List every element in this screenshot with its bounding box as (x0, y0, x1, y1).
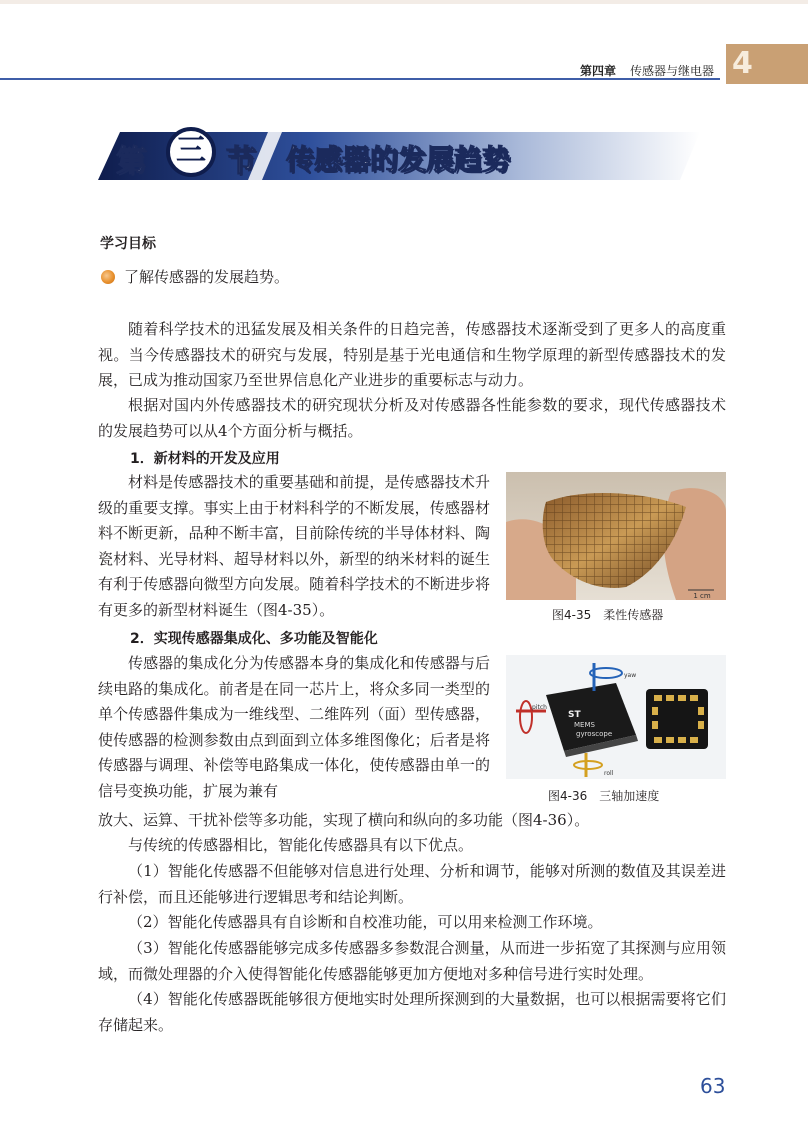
paragraph-4-continued: 放大、运算、干扰补偿等多功能，实现了横向和纵向的多功能（图4-36）。 (98, 811, 590, 829)
paragraph-2: 根据对国内外传感器技术的研究现状分析及对传感器各性能参数的要求，现代传感器技术的发展趋势可以从4个方面分析与概括。 (98, 396, 726, 440)
figure-label: 图4-35 (552, 608, 592, 622)
axis-label-pitch: pitch (532, 704, 547, 711)
chip-text-1: MEMS (574, 721, 595, 729)
paragraph-1: 随着科学技术的迅猛发展及相关条件的日趋完善，传感器技术逐渐受到了更多人的高度重视。当今传感器技术的研究与发展，特别是基于光电通信和生物学原理的新型传感器技术的发展，已成为推动国家乃至世界信息化产业进步的重要标志与动力。 (98, 320, 726, 389)
list-item-1: （1）智能化传感器不但能够对信息进行处理、分析和调节，能够对所测的数值及其误差进行补偿，而且还能够进行逻辑思考和结论判断。 (98, 862, 726, 906)
objective-item: 了解传感器的发展趋势。 (124, 268, 290, 286)
list-item-4: （4）智能化传感器既能够很方便地实时处理所探测到的大量数据，也可以根据需要将它们存储起来。 (98, 990, 726, 1034)
list-item-3: （3）智能化传感器能够完成多传感器多参数混合测量，从而进一步拓宽了其探测与应用领域，而微处理器的介入使得智能化传感器能够更加方便地对多种信号进行实时处理。 (98, 939, 726, 983)
figure-4-35-caption (552, 606, 663, 623)
running-header (580, 62, 714, 79)
chip-logo: ST (568, 710, 581, 720)
flexible-sensor-image (506, 472, 726, 600)
scale-label: 1 cm (693, 592, 711, 600)
list-item-2: （2）智能化传感器具有自诊断和自校准功能，可以用来检测工作环境。 (128, 913, 603, 931)
section-number-badge: 三 (166, 127, 216, 177)
paragraph-5: 与传统的传感器相比，智能化传感器具有以下优点。 (128, 836, 474, 854)
chapter-title: 传感器与继电器 (630, 64, 715, 78)
chapter-label: 第四章 (580, 64, 617, 78)
figure-label: 图4-36 (548, 789, 588, 803)
header-rule (0, 78, 720, 80)
banner-jie: 节 (226, 144, 256, 179)
axis-label-roll: roll (604, 770, 614, 777)
figure-caption-text: 三轴加速度 (599, 789, 660, 803)
figure-caption-text: 柔性传感器 (603, 608, 664, 622)
objectives-heading: 学习目标 (100, 236, 156, 252)
gyroscope-image (506, 655, 726, 779)
chapter-tab: 4 (726, 44, 808, 84)
figure-4-36-caption (548, 787, 659, 804)
top-border (0, 0, 808, 4)
banner-di: 第 (116, 144, 146, 179)
figure-flexible-sensor (506, 472, 726, 600)
paragraph-3: 材料是传感器技术的重要基础和前提，是传感器技术升级的重要支撑。事实上由于材料科学的不断发展，传感器材料不断更新，品种不断丰富，目前除传统的半导体材料、陶瓷材料、光导材料、超导材料以外，新型的纳米材料的诞生有利于传感器向微型方向发展。随着科学技术的不断进步将有更多的新型材料诞生（图4-35）。 (98, 473, 490, 619)
chip-text-2: gyroscope (576, 730, 613, 738)
axis-label-yaw: yaw (624, 672, 637, 679)
page-number: 63 (700, 1074, 726, 1098)
bullet-icon (101, 270, 115, 284)
section-title: 传感器的发展趋势 (286, 143, 511, 176)
paragraph-4: 传感器的集成化分为传感器本身的集成化和传感器与后续电路的集成化。前者是在同一芯片上，将众多同一类型的单个传感器件集成为一维线型、二维阵列（面）型传感器，使传感器的检测参数由点到面到立体多维图像化；后者是将传感器与调理、补偿等电路集成一体化，使传感器由单一的信号变换功能，扩展为兼有 (98, 654, 490, 800)
subheading-1: 1．新材料的开发及应用 (130, 451, 280, 467)
figure-three-axis-gyroscope (506, 655, 726, 779)
subheading-2: 2．实现传感器集成化、多功能及智能化 (130, 631, 378, 647)
